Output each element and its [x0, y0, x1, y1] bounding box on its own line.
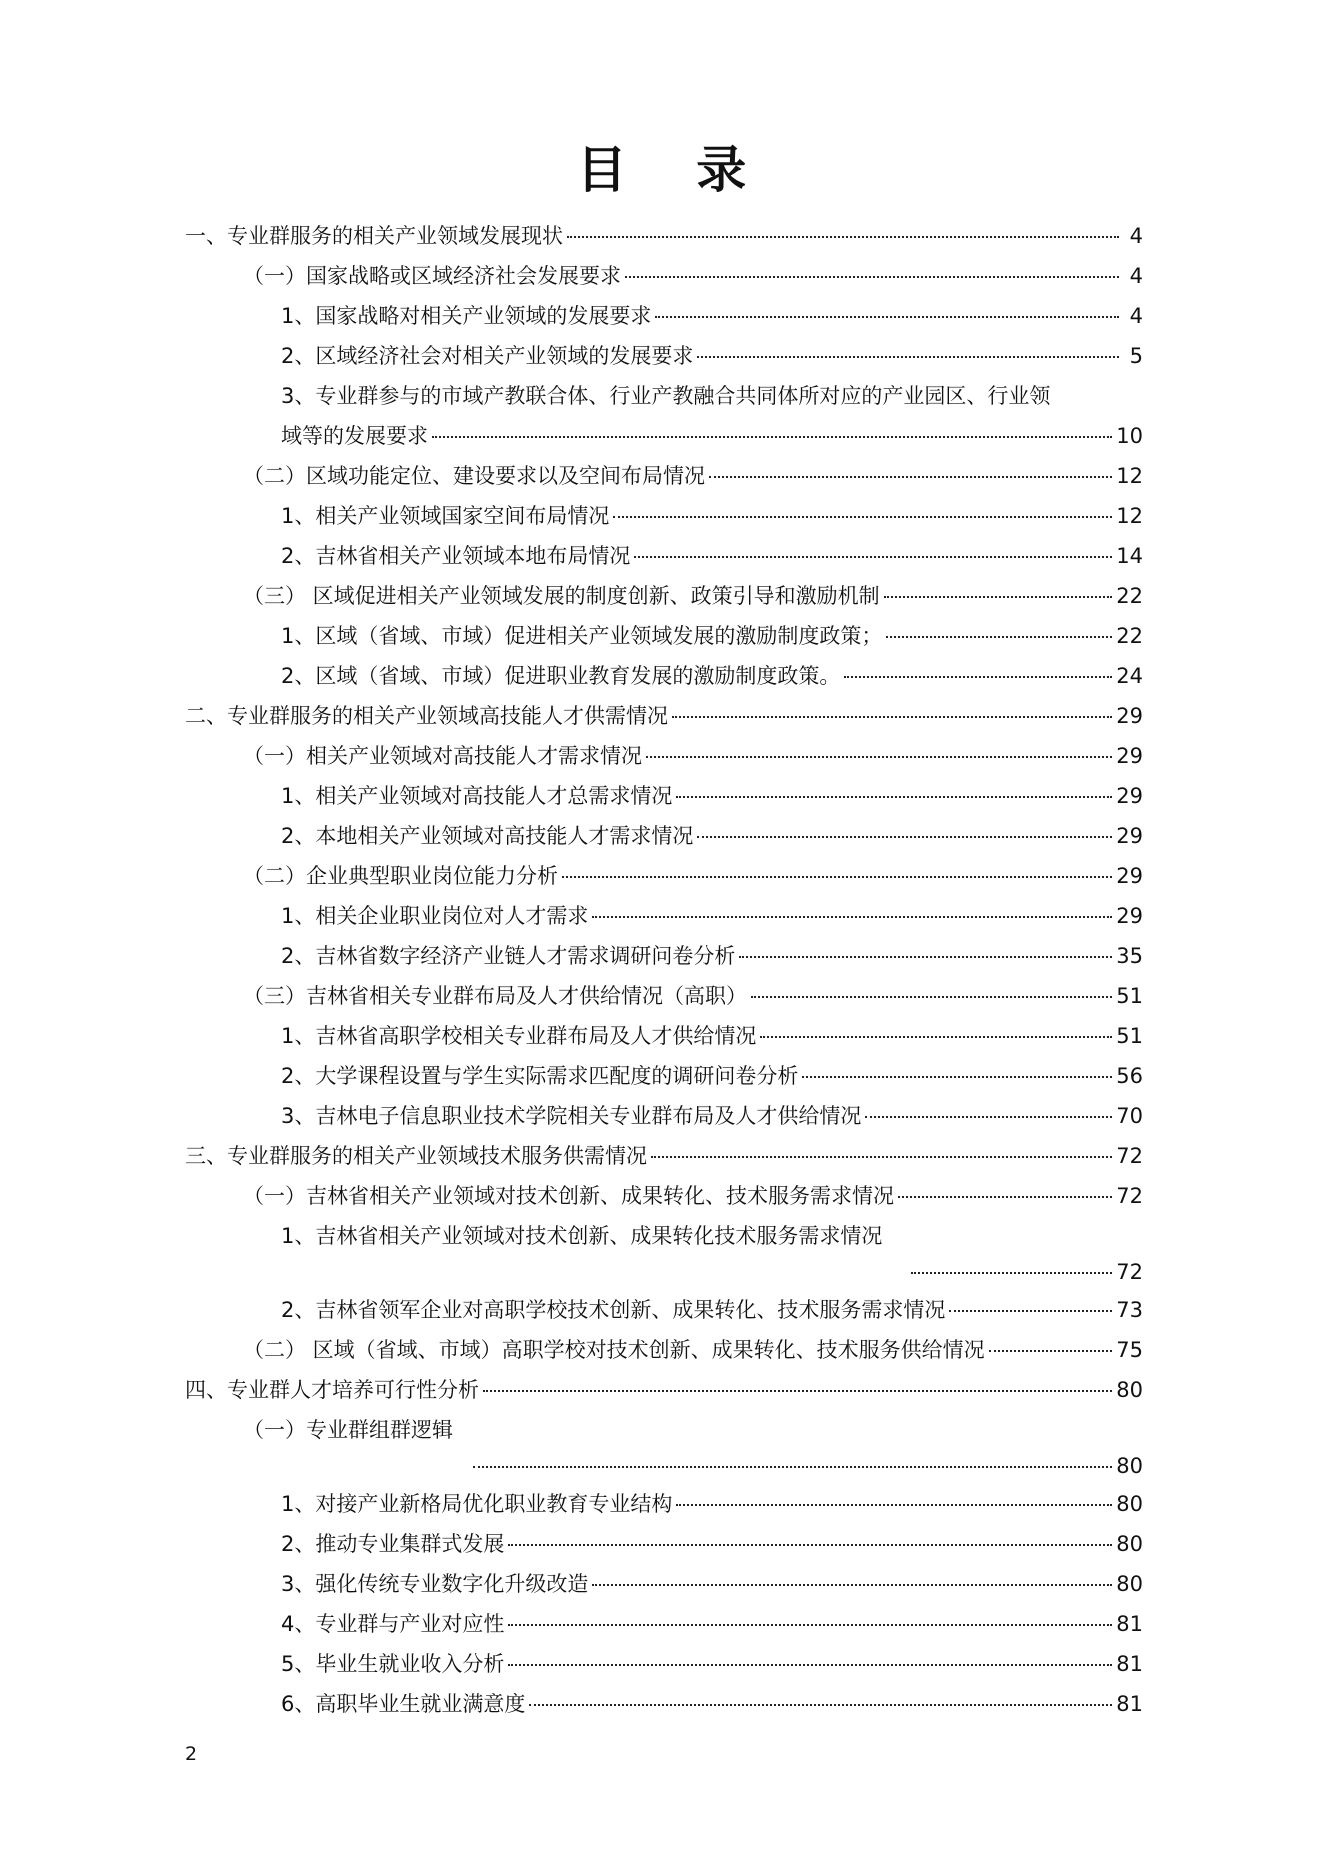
- dot-leader: [751, 996, 1112, 998]
- toc-entry-page: 29: [1116, 864, 1143, 888]
- toc-entry-level3[interactable]: [281, 1570, 1143, 1598]
- toc-entry-level3[interactable]: [281, 302, 1143, 330]
- toc-entry-page: 12: [1116, 504, 1143, 528]
- toc-entry-level3[interactable]: [281, 1650, 1143, 1678]
- dot-leader: [613, 516, 1112, 518]
- toc-entry-text: 1、区域（省域、市域）促进相关产业领域发展的激励制度政策；: [281, 624, 883, 648]
- toc-entry-level2[interactable]: [243, 1182, 1143, 1210]
- toc-entry-page: 51: [1116, 984, 1143, 1008]
- dot-leader: [508, 1664, 1112, 1666]
- toc-entry-page: 4: [1129, 304, 1143, 328]
- toc-entry-page: 80: [1116, 1454, 1143, 1478]
- toc-entry-page: 81: [1116, 1652, 1143, 1676]
- toc-entry-text: 2、推动专业集群式发展: [281, 1532, 505, 1556]
- toc-entry-page: 5: [1129, 344, 1143, 368]
- dot-leader: [697, 356, 1119, 358]
- toc-entry-level2[interactable]: [243, 1416, 1143, 1480]
- toc-entry-text: 3、吉林电子信息职业技术学院相关专业群布局及人才供给情况: [281, 1104, 862, 1128]
- toc-entry-text: 1、相关企业职业岗位对人才需求: [281, 904, 589, 928]
- toc-entry-text: 2、吉林省数字经济产业链人才需求调研问卷分析: [281, 944, 736, 968]
- toc-entry-level2[interactable]: [243, 742, 1143, 770]
- toc-entry-page: 73: [1116, 1298, 1143, 1322]
- toc-entry-page: 81: [1116, 1692, 1143, 1716]
- toc-entry-level1[interactable]: [185, 1142, 1143, 1170]
- toc-entry-level2[interactable]: [243, 862, 1143, 890]
- toc-entry-level3[interactable]: [281, 1102, 1143, 1130]
- toc-entry-level3[interactable]: [281, 1690, 1143, 1718]
- toc-entry-level2[interactable]: [243, 982, 1143, 1010]
- toc-entry-text: 3、强化传统专业数字化升级改造: [281, 1572, 589, 1596]
- toc-entry-level1[interactable]: [185, 1376, 1143, 1404]
- toc-entry-page: 51: [1116, 1024, 1143, 1048]
- dot-leader: [508, 1544, 1112, 1546]
- dot-leader: [949, 1310, 1112, 1312]
- dot-leader: [709, 476, 1112, 478]
- page-number: 2: [185, 1743, 198, 1765]
- dot-leader: [646, 756, 1112, 758]
- toc-entry-page: 72: [1116, 1144, 1143, 1168]
- toc-entry-level3[interactable]: [281, 382, 1143, 450]
- toc-entry-text: 2、本地相关产业领域对高技能人才需求情况: [281, 824, 694, 848]
- toc-entry-text: 一、专业群服务的相关产业领域发展现状: [185, 224, 563, 248]
- toc-entry-level3[interactable]: [281, 1296, 1143, 1324]
- toc-entry-level3[interactable]: [281, 1062, 1143, 1090]
- toc-entry-text: 4、专业群与产业对应性: [281, 1612, 505, 1636]
- toc-entry-page: 72: [1116, 1184, 1143, 1208]
- toc-entry-text: （一）专业群组群逻辑: [243, 1418, 453, 1442]
- toc-entry-page: 72: [1116, 1260, 1143, 1284]
- dot-leader: [884, 596, 1113, 598]
- toc-entry-page: 22: [1116, 624, 1143, 648]
- toc-entry-text: 2、区域（省域、市域）促进职业教育发展的激励制度政策。: [281, 664, 841, 688]
- dot-leader: [567, 236, 1119, 238]
- dot-leader: [844, 676, 1112, 678]
- toc-entry-text: 1、对接产业新格局优化职业教育专业结构: [281, 1492, 673, 1516]
- toc-entry-level3[interactable]: [281, 1022, 1143, 1050]
- toc-entry-level3[interactable]: [281, 1530, 1143, 1558]
- dot-leader: [655, 316, 1119, 318]
- toc-entry-page: 22: [1116, 584, 1143, 608]
- toc-entry-text: （三） 区域促进相关产业领域发展的制度创新、政策引导和激励机制: [243, 584, 880, 608]
- toc-entry-page: 29: [1116, 744, 1143, 768]
- toc-entry-text: 三、专业群服务的相关产业领域技术服务供需情况: [185, 1144, 647, 1168]
- toc-entry-page: 80: [1116, 1492, 1143, 1516]
- toc-entry-page: 56: [1116, 1064, 1143, 1088]
- dot-leader: [911, 1272, 1112, 1274]
- toc-entry-text: 1、相关产业领域国家空间布局情况: [281, 504, 610, 528]
- toc-entry-page: 80: [1116, 1532, 1143, 1556]
- toc-title: 目 录: [576, 141, 773, 199]
- toc-entry-level3[interactable]: [281, 1490, 1143, 1518]
- dot-leader: [760, 1036, 1112, 1038]
- dot-leader: [651, 1156, 1112, 1158]
- toc-entry-text: 2、大学课程设置与学生实际需求匹配度的调研问卷分析: [281, 1064, 799, 1088]
- dot-leader: [802, 1076, 1112, 1078]
- toc-entry-text: 1、吉林省相关产业领域对技术创新、成果转化技术服务需求情况: [281, 1224, 883, 1248]
- toc-entry-level3[interactable]: [281, 822, 1143, 850]
- toc-entry-level3[interactable]: [281, 1610, 1143, 1638]
- toc-entry-text: （一）相关产业领域对高技能人才需求情况: [243, 744, 642, 768]
- dot-leader: [672, 716, 1112, 718]
- toc-entry-level3[interactable]: [281, 622, 1143, 650]
- toc-entry-page: 35: [1116, 944, 1143, 968]
- toc-entry-text: 二、专业群服务的相关产业领域高技能人才供需情况: [185, 704, 668, 728]
- toc-entry-text: 四、专业群人才培养可行性分析: [185, 1378, 479, 1402]
- toc-entry-level3[interactable]: [281, 342, 1143, 370]
- toc-entry-level2[interactable]: [243, 1336, 1143, 1364]
- toc-entry-level3[interactable]: [281, 662, 1143, 690]
- toc-entry-level2[interactable]: [243, 462, 1143, 490]
- toc-entry-text: （一）吉林省相关产业领域对技术创新、成果转化、技术服务需求情况: [243, 1184, 894, 1208]
- toc-entry-page: 29: [1116, 824, 1143, 848]
- toc-entry-page: 24: [1116, 664, 1143, 688]
- toc-entry-page: 4: [1129, 224, 1143, 248]
- toc-entry-page: 14: [1116, 544, 1143, 568]
- toc-entry-level3[interactable]: [281, 502, 1143, 530]
- toc-entry-level3[interactable]: [281, 942, 1143, 970]
- dot-leader: [886, 636, 1112, 638]
- toc-entry-page: 29: [1116, 704, 1143, 728]
- toc-entry-page: 29: [1116, 904, 1143, 928]
- toc-entry-text: （一）国家战略或区域经济社会发展要求: [243, 264, 621, 288]
- toc-entry-text: 2、吉林省领军企业对高职学校技术创新、成果转化、技术服务需求情况: [281, 1298, 946, 1322]
- dot-leader: [508, 1624, 1112, 1626]
- dot-leader: [865, 1116, 1112, 1118]
- dot-leader: [473, 1466, 1112, 1468]
- toc-entry-page: 29: [1116, 784, 1143, 808]
- dot-leader: [697, 836, 1112, 838]
- toc-entry-level3[interactable]: [281, 902, 1143, 930]
- toc-entry-text: 2、区域经济社会对相关产业领域的发展要求: [281, 344, 694, 368]
- dot-leader: [989, 1350, 1113, 1352]
- dot-leader: [562, 876, 1112, 878]
- toc-entry-page: 4: [1129, 264, 1143, 288]
- toc-entry-text: 1、吉林省高职学校相关专业群布局及人才供给情况: [281, 1024, 757, 1048]
- toc-entry-level1[interactable]: [185, 702, 1143, 730]
- toc-entry-level3[interactable]: [281, 542, 1143, 570]
- toc-entry-page: 75: [1116, 1338, 1143, 1362]
- dot-leader: [529, 1704, 1112, 1706]
- dot-leader: [676, 1504, 1112, 1506]
- toc-entry-page: 81: [1116, 1612, 1143, 1636]
- dot-leader: [625, 276, 1119, 278]
- dot-leader: [432, 436, 1112, 438]
- toc-entry-text: 1、国家战略对相关产业领域的发展要求: [281, 304, 652, 328]
- dot-leader: [676, 796, 1112, 798]
- dot-leader: [592, 916, 1112, 918]
- toc-entry-page: 80: [1116, 1572, 1143, 1596]
- toc-entry-text: （二） 区域（省域、市域）高职学校对技术创新、成果转化、技术服务供给情况: [243, 1338, 985, 1362]
- dot-leader: [634, 556, 1112, 558]
- toc-entry-level3[interactable]: [281, 782, 1143, 810]
- toc-entry-page: 12: [1116, 464, 1143, 488]
- dot-leader: [898, 1196, 1112, 1198]
- toc-entry-page: 70: [1116, 1104, 1143, 1128]
- dot-leader: [483, 1390, 1112, 1392]
- toc-entry-level2[interactable]: [243, 582, 1143, 610]
- toc-entry-page: 10: [1116, 424, 1143, 448]
- dot-leader: [592, 1584, 1112, 1586]
- dot-leader: [739, 956, 1112, 958]
- toc-entry-text-continued: 域等的发展要求: [281, 424, 428, 448]
- toc-entry-text: 1、相关产业领域对高技能人才总需求情况: [281, 784, 673, 808]
- toc-entry-text: （二）企业典型职业岗位能力分析: [243, 864, 558, 888]
- toc-entry-text: 5、毕业生就业收入分析: [281, 1652, 505, 1676]
- toc-entry-level1[interactable]: [185, 222, 1143, 250]
- toc-entry-text: 3、专业群参与的市域产教联合体、行业产教融合共同体所对应的产业园区、行业领: [281, 384, 1051, 408]
- toc-entry-text: 6、高职毕业生就业满意度: [281, 1692, 526, 1716]
- toc-entry-level2[interactable]: [243, 262, 1143, 290]
- toc-entry-text: （三）吉林省相关专业群布局及人才供给情况（高职）: [243, 984, 747, 1008]
- toc-entry-level3[interactable]: [281, 1222, 1143, 1286]
- toc-entry-text: 2、吉林省相关产业领域本地布局情况: [281, 544, 631, 568]
- toc-entry-page: 80: [1116, 1378, 1143, 1402]
- toc-entry-text: （二）区域功能定位、建设要求以及空间布局情况: [243, 464, 705, 488]
